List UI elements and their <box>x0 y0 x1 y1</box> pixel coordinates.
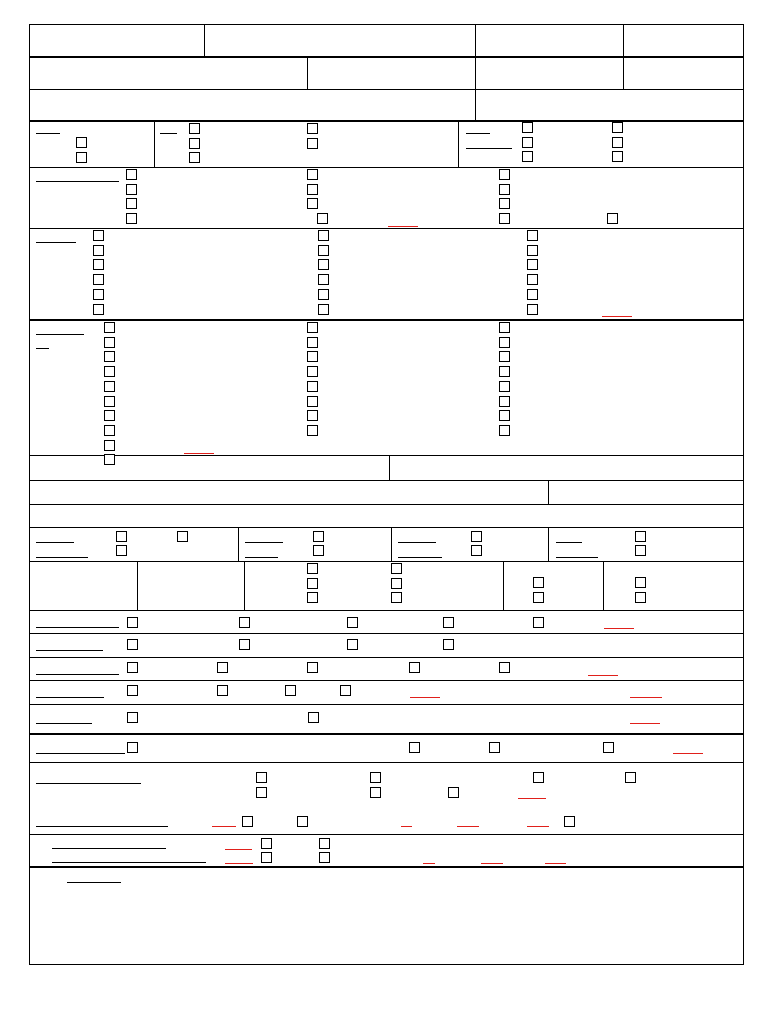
checkbox-19[interactable] <box>307 184 318 195</box>
section-rule-13 <box>29 633 743 634</box>
checkbox-33[interactable] <box>318 230 329 241</box>
checkbox-80[interactable] <box>307 563 318 574</box>
checkbox-23[interactable] <box>499 184 510 195</box>
red-fill-underline-19 <box>545 863 566 864</box>
checkbox-67[interactable] <box>499 381 510 392</box>
checkbox-12[interactable] <box>612 137 623 148</box>
checkbox-117[interactable] <box>625 772 636 783</box>
checkbox-99[interactable] <box>127 662 138 673</box>
column-divider-18 <box>603 561 604 610</box>
checkbox-81[interactable] <box>307 578 318 589</box>
checkbox-101[interactable] <box>307 662 318 673</box>
checkbox-122[interactable] <box>297 816 308 827</box>
section-rule-2 <box>29 89 743 90</box>
label-underline-21 <box>36 723 92 724</box>
checkbox-83[interactable] <box>391 563 402 574</box>
checkbox-50[interactable] <box>104 396 115 407</box>
column-divider-9 <box>458 120 459 167</box>
label-underline-14 <box>398 557 442 558</box>
label-underline-20 <box>36 697 104 698</box>
red-fill-underline-15 <box>225 849 252 850</box>
checkbox-109[interactable] <box>308 712 319 723</box>
checkbox-6[interactable] <box>307 123 318 134</box>
form-outer-border <box>29 24 744 965</box>
red-fill-underline-12 <box>401 826 412 827</box>
checkbox-36[interactable] <box>318 274 329 285</box>
checkbox-55[interactable] <box>307 322 318 333</box>
checkbox-73[interactable] <box>313 531 324 542</box>
section-rule-14 <box>29 657 743 658</box>
checkbox-92[interactable] <box>347 617 358 628</box>
checkbox-113[interactable] <box>603 742 614 753</box>
checkbox-114[interactable] <box>256 772 267 783</box>
label-underline-24 <box>36 826 168 827</box>
checkbox-32[interactable] <box>93 304 104 315</box>
checkbox-125[interactable] <box>319 838 330 849</box>
checkbox-47[interactable] <box>104 351 115 362</box>
red-fill-underline-7 <box>630 697 662 698</box>
checkbox-66[interactable] <box>499 366 510 377</box>
red-fill-underline-10 <box>518 798 546 799</box>
checkbox-13[interactable] <box>612 151 623 162</box>
red-fill-underline-4 <box>604 628 634 629</box>
checkbox-5[interactable] <box>189 152 200 163</box>
label-underline-15 <box>556 542 582 543</box>
red-fill-underline-6 <box>410 697 440 698</box>
red-fill-underline-9 <box>673 753 703 754</box>
checkbox-118[interactable] <box>256 787 267 798</box>
checkbox-97[interactable] <box>347 639 358 650</box>
checkbox-124[interactable] <box>261 838 272 849</box>
checkbox-79[interactable] <box>635 545 646 556</box>
checkbox-71[interactable] <box>116 531 127 542</box>
checkbox-61[interactable] <box>307 410 318 421</box>
checkbox-123[interactable] <box>564 816 575 827</box>
column-divider-4 <box>307 56 308 89</box>
checkbox-59[interactable] <box>307 381 318 392</box>
checkbox-21[interactable] <box>317 213 328 224</box>
label-underline-19 <box>36 674 119 675</box>
section-rule-7 <box>29 455 743 456</box>
section-rule-8 <box>29 480 743 481</box>
checkbox-38[interactable] <box>318 304 329 315</box>
column-divider-5 <box>475 56 476 89</box>
column-divider-11 <box>548 480 549 504</box>
red-fill-underline-2 <box>602 316 632 317</box>
section-rule-17 <box>29 733 743 735</box>
checkbox-45[interactable] <box>104 322 115 333</box>
label-underline-26 <box>52 862 206 863</box>
column-divider-14 <box>548 527 549 561</box>
checkbox-63[interactable] <box>499 322 510 333</box>
column-divider-15 <box>137 561 138 610</box>
checkbox-89[interactable] <box>635 592 646 603</box>
section-rule-5 <box>29 228 743 229</box>
checkbox-88[interactable] <box>635 577 646 588</box>
checkbox-4[interactable] <box>189 138 200 149</box>
checkbox-20[interactable] <box>307 198 318 209</box>
checkbox-75[interactable] <box>635 531 646 542</box>
red-fill-underline-14 <box>527 826 549 827</box>
red-fill-underline-11 <box>212 826 236 827</box>
label-underline-17 <box>36 627 119 628</box>
checkbox-56[interactable] <box>307 337 318 348</box>
checkbox-62[interactable] <box>307 425 318 436</box>
checkbox-72[interactable] <box>177 531 188 542</box>
checkbox-25[interactable] <box>499 213 510 224</box>
checkbox-87[interactable] <box>533 592 544 603</box>
checkbox-105[interactable] <box>217 685 228 696</box>
checkbox-111[interactable] <box>409 742 420 753</box>
checkbox-77[interactable] <box>313 545 324 556</box>
checkbox-7[interactable] <box>307 138 318 149</box>
checkbox-106[interactable] <box>285 685 296 696</box>
checkbox-48[interactable] <box>104 366 115 377</box>
checkbox-85[interactable] <box>391 592 402 603</box>
checkbox-2[interactable] <box>76 152 87 163</box>
section-rule-9 <box>29 504 743 505</box>
label-underline-1 <box>36 133 60 134</box>
label-underline-9 <box>36 542 74 543</box>
label-underline-10 <box>36 557 88 558</box>
column-divider-16 <box>244 561 245 610</box>
checkbox-43[interactable] <box>527 289 538 300</box>
checkbox-11[interactable] <box>612 122 623 133</box>
column-divider-6 <box>623 56 624 89</box>
checkbox-31[interactable] <box>93 289 104 300</box>
checkbox-8[interactable] <box>522 122 533 133</box>
checkbox-115[interactable] <box>370 772 381 783</box>
red-fill-underline-3 <box>184 453 214 454</box>
red-fill-underline-16 <box>225 863 253 864</box>
checkbox-41[interactable] <box>527 259 538 270</box>
checkbox-78[interactable] <box>471 545 482 556</box>
column-divider-2 <box>475 24 476 56</box>
checkbox-121[interactable] <box>242 816 253 827</box>
checkbox-37[interactable] <box>318 289 329 300</box>
label-underline-23 <box>36 783 141 784</box>
label-underline-27 <box>67 882 121 883</box>
checkbox-17[interactable] <box>126 213 137 224</box>
section-rule-10 <box>29 527 743 528</box>
checkbox-119[interactable] <box>370 787 381 798</box>
checkbox-34[interactable] <box>318 245 329 256</box>
checkbox-16[interactable] <box>126 198 137 209</box>
column-divider-7 <box>475 89 476 120</box>
checkbox-69[interactable] <box>499 410 510 421</box>
section-rule-3 <box>29 120 743 122</box>
checkbox-15[interactable] <box>126 184 137 195</box>
checkbox-127[interactable] <box>319 852 330 863</box>
checkbox-96[interactable] <box>239 639 250 650</box>
checkbox-57[interactable] <box>307 351 318 362</box>
checkbox-93[interactable] <box>443 617 454 628</box>
checkbox-9[interactable] <box>522 137 533 148</box>
label-underline-7 <box>36 334 84 335</box>
checkbox-52[interactable] <box>104 425 115 436</box>
checkbox-68[interactable] <box>499 396 510 407</box>
column-divider-3 <box>623 24 624 56</box>
checkbox-14[interactable] <box>126 169 137 180</box>
checkbox-51[interactable] <box>104 410 115 421</box>
checkbox-42[interactable] <box>527 274 538 285</box>
checkbox-29[interactable] <box>93 259 104 270</box>
checkbox-26[interactable] <box>607 213 618 224</box>
red-fill-underline-18 <box>481 863 503 864</box>
checkbox-120[interactable] <box>448 787 459 798</box>
checkbox-116[interactable] <box>533 772 544 783</box>
checkbox-76[interactable] <box>116 545 127 556</box>
checkbox-53[interactable] <box>104 440 115 451</box>
checkbox-22[interactable] <box>499 169 510 180</box>
checkbox-82[interactable] <box>307 592 318 603</box>
label-underline-25 <box>52 848 166 849</box>
section-rule-15 <box>29 680 743 681</box>
column-divider-10 <box>389 455 390 480</box>
label-underline-4 <box>466 148 512 149</box>
checkbox-58[interactable] <box>307 366 318 377</box>
checkbox-46[interactable] <box>104 337 115 348</box>
checkbox-94[interactable] <box>533 617 544 628</box>
label-underline-22 <box>36 753 125 754</box>
section-rule-12 <box>29 610 743 611</box>
red-fill-underline-5 <box>588 675 618 676</box>
checkbox-100[interactable] <box>217 662 228 673</box>
checkbox-74[interactable] <box>471 531 482 542</box>
checkbox-104[interactable] <box>127 685 138 696</box>
checkbox-84[interactable] <box>391 578 402 589</box>
checkbox-44[interactable] <box>527 304 538 315</box>
checkbox-126[interactable] <box>261 852 272 863</box>
red-fill-underline-17 <box>423 863 435 864</box>
label-underline-8 <box>36 348 49 349</box>
column-divider-12 <box>238 527 239 561</box>
column-divider-17 <box>503 561 504 610</box>
checkbox-98[interactable] <box>443 639 454 650</box>
label-underline-11 <box>245 542 283 543</box>
checkbox-60[interactable] <box>307 396 318 407</box>
section-rule-1 <box>29 56 743 58</box>
section-rule-16 <box>29 704 743 705</box>
label-underline-3 <box>466 133 490 134</box>
label-underline-6 <box>36 242 76 243</box>
column-divider-13 <box>391 527 392 561</box>
column-divider-1 <box>204 24 205 56</box>
checkbox-28[interactable] <box>93 245 104 256</box>
checkbox-103[interactable] <box>499 662 510 673</box>
checkbox-102[interactable] <box>409 662 420 673</box>
checkbox-1[interactable] <box>76 137 87 148</box>
label-underline-13 <box>398 542 436 543</box>
section-rule-20 <box>29 866 743 868</box>
checkbox-10[interactable] <box>522 151 533 162</box>
checkbox-91[interactable] <box>239 617 250 628</box>
checkbox-86[interactable] <box>533 577 544 588</box>
section-rule-18 <box>29 762 743 763</box>
label-underline-16 <box>556 557 598 558</box>
checkbox-35[interactable] <box>318 259 329 270</box>
red-fill-underline-1 <box>388 226 418 227</box>
checkbox-95[interactable] <box>127 639 138 650</box>
checkbox-3[interactable] <box>189 123 200 134</box>
checkbox-30[interactable] <box>93 274 104 285</box>
label-underline-18 <box>36 650 103 651</box>
red-fill-underline-13 <box>457 826 479 827</box>
checkbox-112[interactable] <box>489 742 500 753</box>
label-underline-12 <box>245 557 278 558</box>
column-divider-8 <box>154 120 155 167</box>
label-underline-2 <box>160 133 177 134</box>
checkbox-39[interactable] <box>527 230 538 241</box>
checkbox-110[interactable] <box>127 742 138 753</box>
checkbox-90[interactable] <box>127 617 138 628</box>
label-underline-5 <box>36 181 119 182</box>
checkbox-24[interactable] <box>499 198 510 209</box>
section-rule-19 <box>29 834 743 835</box>
checkbox-107[interactable] <box>340 685 351 696</box>
checkbox-65[interactable] <box>499 351 510 362</box>
checkbox-18[interactable] <box>307 169 318 180</box>
red-fill-underline-8 <box>630 723 660 724</box>
checkbox-70[interactable] <box>499 425 510 436</box>
checkbox-108[interactable] <box>127 712 138 723</box>
checkbox-64[interactable] <box>499 337 510 348</box>
checkbox-49[interactable] <box>104 381 115 392</box>
section-rule-6 <box>29 319 743 321</box>
section-rule-4 <box>29 167 743 168</box>
checkbox-40[interactable] <box>527 245 538 256</box>
checkbox-54[interactable] <box>104 454 115 465</box>
checkbox-27[interactable] <box>93 230 104 241</box>
